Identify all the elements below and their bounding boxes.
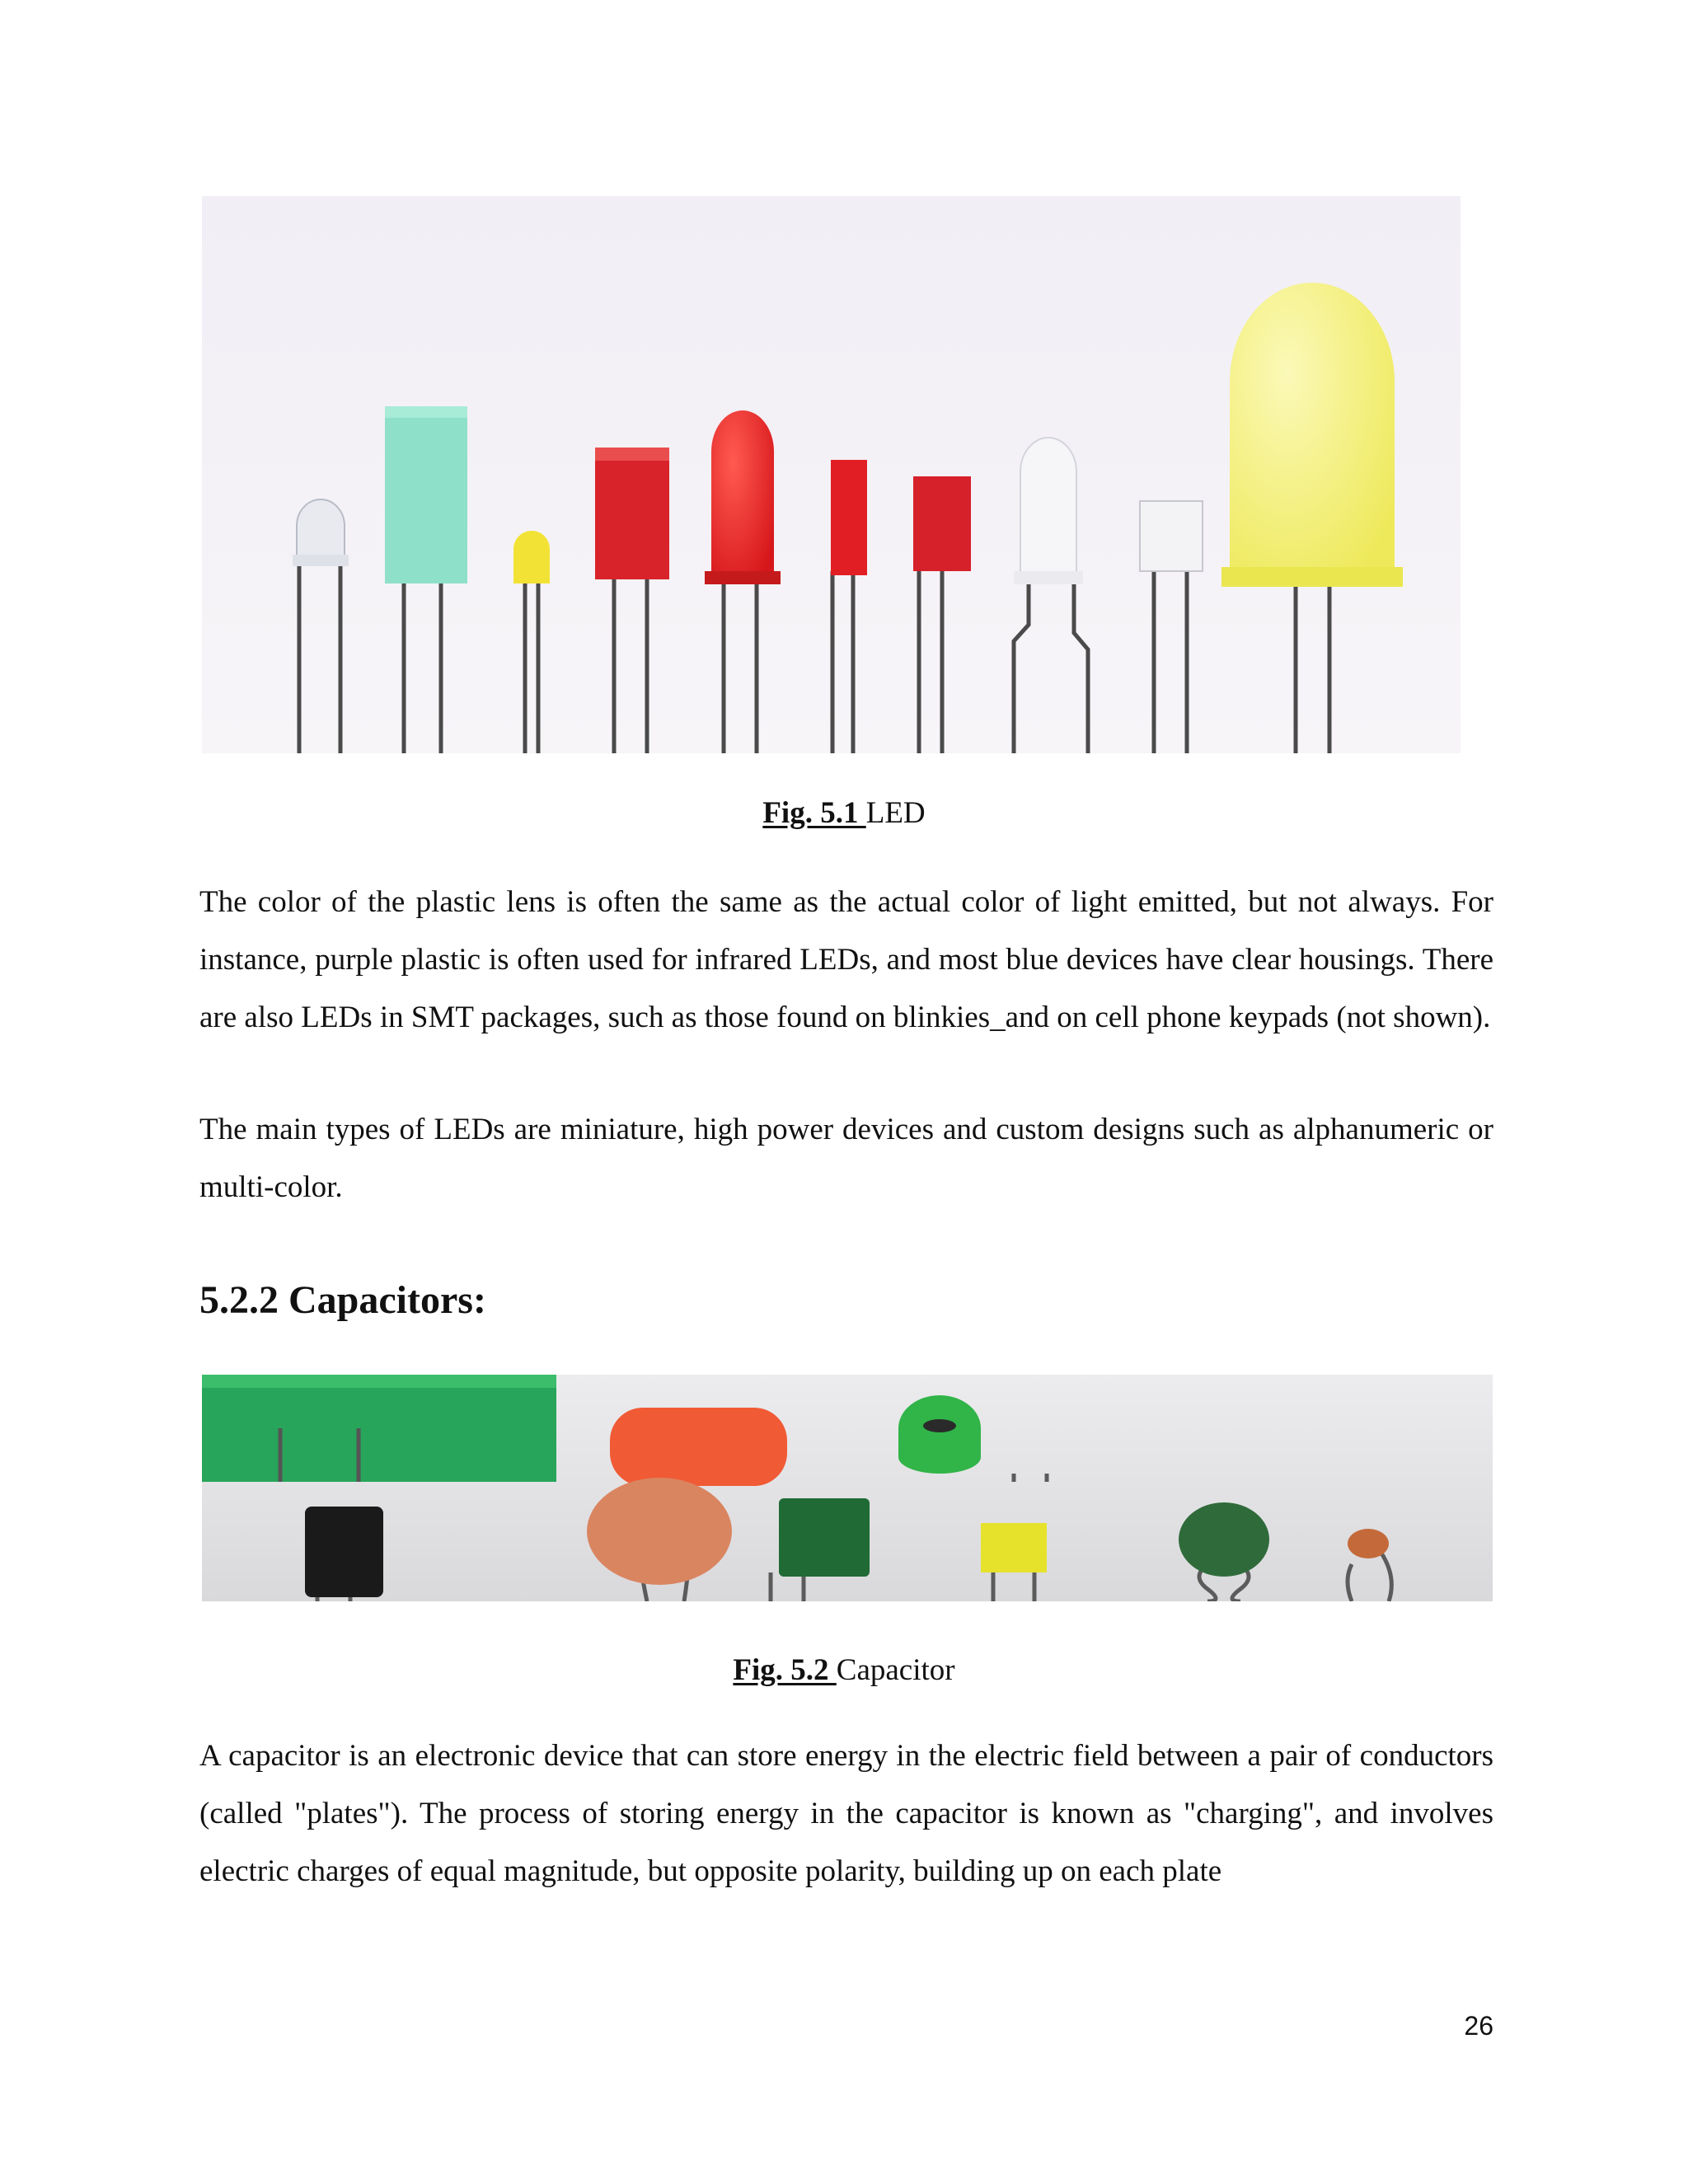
paragraph-led-types: The main types of LEDs are miniature, high power devices and custom designs such as alphanumeric or multi-color. (199, 1113, 1493, 1204)
section-heading: 5.2.2 Capacitors: (199, 1278, 486, 1322)
paragraph-capacitor-definition: A capacitor is an electronic device that can store energy in the electric field between a pair of conductors (called "plates"). The process of storing energy in the capacitor is known as "charging", and involves electric charges of equal magnitude, but opposite polarity, building up on each plate (199, 1739, 1493, 1888)
page-number: 26 (1464, 2011, 1493, 2041)
figure-caption-led (0, 795, 1688, 831)
paragraph-led-lens: The color of the plastic lens is often the same as the actual color of light emitted, but not always. For instance, purple plastic is often used for infrared LEDs, and most blue devices have clear housings. There are also LEDs in SMT packages, such as those found on blinkies_and on cell phone keypads (not shown). (199, 885, 1493, 1034)
figure-caption-text: LED (865, 796, 926, 830)
led-photo (202, 196, 1461, 753)
capacitor-photo (202, 1375, 1493, 1601)
figure-caption-capacitor (0, 1652, 1688, 1688)
figure-caption-text: Capacitor (836, 1653, 955, 1687)
figure-label: Fig. 5.1 (762, 796, 866, 830)
figure-label: Fig. 5.2 (733, 1653, 837, 1687)
